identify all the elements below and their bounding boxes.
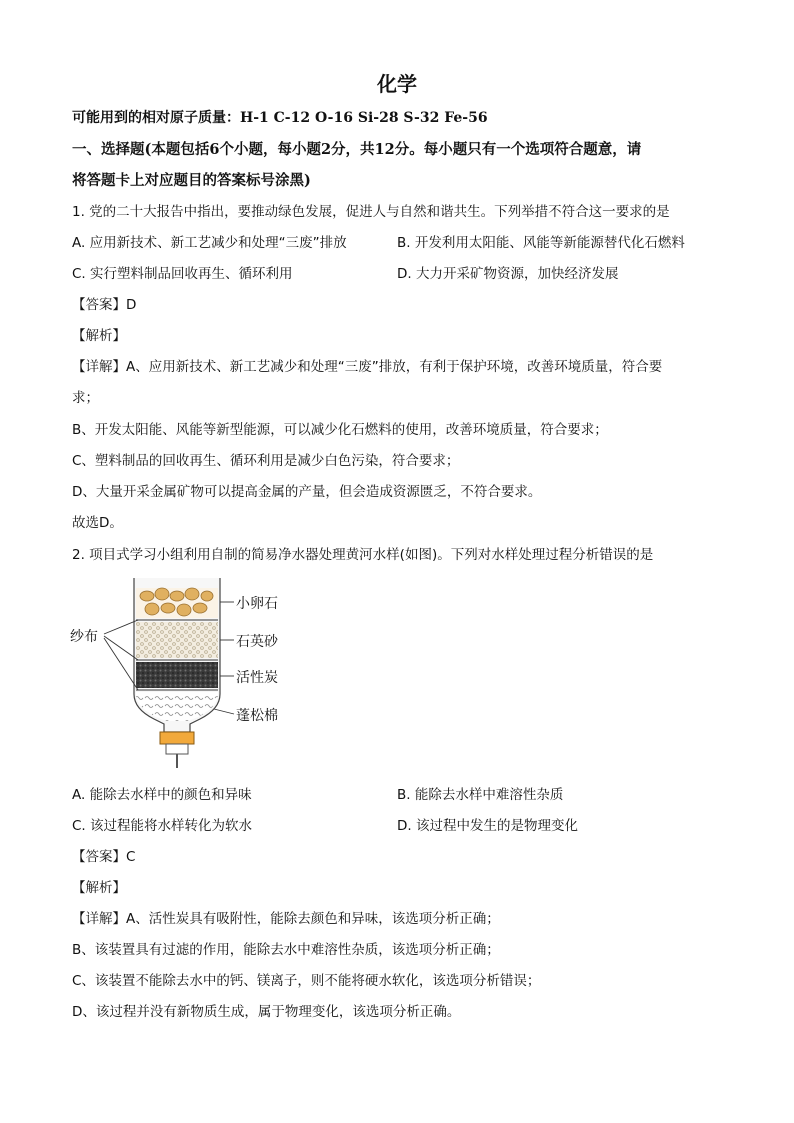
label-gauze: 纱布 bbox=[70, 629, 98, 645]
cap-nozzle bbox=[166, 744, 188, 754]
q1-conclusion: 故选D。 bbox=[72, 515, 123, 531]
carbon-layer bbox=[136, 662, 218, 688]
atomic-masses-line: 可能用到的相对原子质量：H-1 C-12 O-16 Si-28 S-32 Fe-56 bbox=[72, 110, 488, 126]
bottle-cap bbox=[160, 732, 194, 744]
q1-answer-value: D bbox=[126, 297, 137, 313]
q1-stem: 1. 党的二十大报告中指出，要推动绿色发展，促进人与自然和谐共生。下列举措不符合这一要求的是 bbox=[72, 204, 670, 220]
q1-option-c: C. 实行塑料制品回收再生、循环利用 bbox=[72, 266, 293, 282]
section-heading-line1: 一、选择题(本题包括6个小题，每小题2分，共12分。每小题只有一个选项符合题意，请 bbox=[72, 141, 642, 158]
q2-detail-d: D、该过程并没有新物质生成，属于物理变化，该选项分析正确。 bbox=[72, 1004, 461, 1020]
q1-detail-line2: 求； bbox=[72, 390, 99, 406]
q1-answer-line bbox=[72, 295, 136, 315]
q2-option-c: C. 该过程能将水样转化为软水 bbox=[72, 818, 253, 834]
q1-detail-c: C、塑料制品的回收再生、循环利用是减少白色污染，符合要求； bbox=[72, 453, 460, 469]
q2-answer-tag: 【答案】 bbox=[72, 849, 126, 865]
q1-detail-d: D、大量开采金属矿物可以提高金属的产量，但会造成资源匮乏，不符合要求。 bbox=[72, 484, 542, 500]
q1-detail-b: B、开发太阳能、风能等新型能源，可以减少化石燃料的使用，改善环境质量，符合要求； bbox=[72, 422, 608, 438]
q2-answer-line bbox=[72, 847, 135, 867]
q2-option-b: B. 能除去水样中难溶性杂质 bbox=[397, 787, 564, 803]
q2-detail-c: C、该装置不能除去水中的钙、镁离子，则不能将硬水软化，该选项分析错误； bbox=[72, 973, 541, 989]
q1-option-d: D. 大力开采矿物资源，加快经济发展 bbox=[397, 266, 619, 282]
q1-option-a: A. 应用新技术、新工艺减少和处理“三废”排放 bbox=[72, 235, 347, 251]
label-quartz: 石英砂 bbox=[236, 634, 278, 650]
q2-analysis-tag: 【解析】 bbox=[72, 880, 126, 896]
cotton-layer bbox=[136, 692, 218, 721]
q2-stem: 2. 项目式学习小组利用自制的简易净水器处理黄河水样(如图)。下列对水样处理过程分析错误的是 bbox=[72, 547, 654, 563]
q1-detail-line1: 【详解】A、应用新技术、新工艺减少和处理“三废”排放，有利于保护环境，改善环境质量，符合要 bbox=[72, 359, 663, 375]
q1-answer-tag: 【答案】 bbox=[72, 297, 126, 313]
page-title: 化学 bbox=[377, 72, 417, 96]
q2-detail-b: B、该装置具有过滤的作用，能除去水中难溶性杂质，该选项分析正确； bbox=[72, 942, 500, 958]
water-purifier-figure bbox=[64, 574, 294, 774]
q2-option-a: A. 能除去水样中的颜色和异味 bbox=[72, 787, 252, 803]
q2-option-d: D. 该过程中发生的是物理变化 bbox=[397, 818, 578, 834]
q1-option-b: B. 开发利用太阳能、风能等新能源替代化石燃料 bbox=[397, 235, 685, 251]
q1-analysis-tag: 【解析】 bbox=[72, 328, 126, 344]
q2-answer-value: C bbox=[126, 849, 136, 865]
label-pebbles: 小卵石 bbox=[236, 596, 278, 612]
quartz-layer bbox=[136, 622, 218, 658]
label-cotton: 蓬松棉 bbox=[236, 708, 278, 724]
q2-detail-a: 【详解】A、活性炭具有吸附性，能除去颜色和异味，该选项分析正确； bbox=[72, 911, 500, 927]
section-heading-line2: 将答题卡上对应题目的答案标号涂黑) bbox=[72, 172, 311, 189]
label-carbon: 活性炭 bbox=[236, 670, 278, 686]
